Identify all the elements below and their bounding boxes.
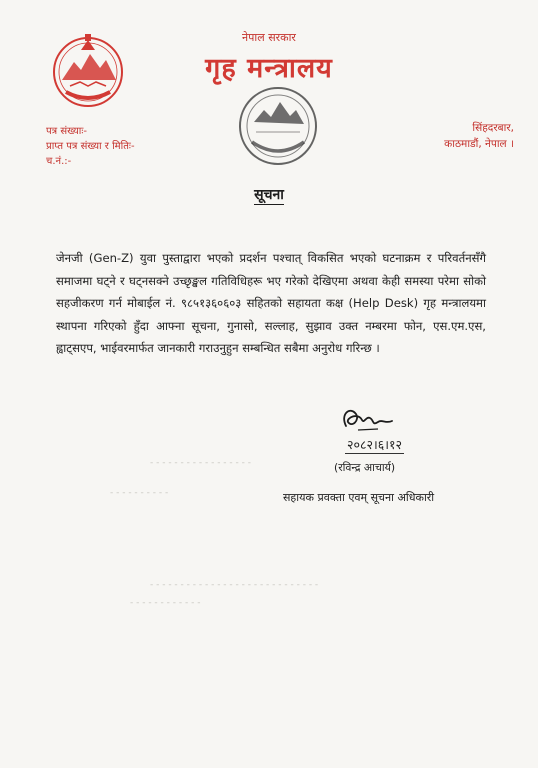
bleed-through-mark: - - - - - - - - - - - -: [130, 598, 201, 608]
dispatch-number-label: च.नं.:-: [46, 156, 72, 167]
notice-body: जेनजी (Gen-Z) युवा पुस्ताद्वारा भएको प्रदर्शन पश्चात् विकसित भएको घटनाक्रम र परिवर्तनसँगै समाजमा घट्ने र घट्नसक्ने उच्छृङ्खल गतिविधिहरू भए गरेको देखिएमा अथवा केही समस्या परेमा सोको सहजीकरण गर्न मोबाईल नं. ९८५१३६०६०३ सहितको सहायता कक्ष (Help Desk) गृह मन्त्रालयमा स्थापना गरिएको हुँदा आफ्ना सूचना, गुनासो, सल्लाह, सुझाव उक्त नम्बरमा फोन, एस.एम.एस, ह्वाट्सएप, भाईवरमार्फत जानकारी गराउनुहुन सम्बन्धित सबैमा अनुरोध गरिन्छ ।: [56, 251, 486, 355]
office-address: [444, 120, 514, 152]
ministry-title: गृह मन्त्रालय: [205, 53, 333, 84]
notice-title: [0, 184, 538, 204]
letter-number-label: पत्र संख्याः-: [46, 126, 88, 137]
office-seal-icon: [236, 84, 320, 168]
received-letter-label: प्राप्त पत्र संख्या र मितिः-: [46, 141, 135, 152]
signatory-name: (रविन्द्र आचार्य): [334, 461, 396, 474]
bleed-through-mark: - - - - - - - - - -: [110, 488, 169, 498]
address-line-2: काठमाडौं, नेपाल ।: [444, 138, 514, 150]
signature-scribble-icon: [338, 404, 412, 434]
bleed-through-mark: - - - - - - - - - - - - - - - - -: [150, 458, 251, 468]
bleed-through-mark: - - - - - - - - - - - - - - - - - - - - - - - - - - - -: [150, 580, 319, 590]
address-line-1: सिंहदरबार,: [472, 122, 514, 134]
signatory-designation: सहायक प्रवक्ता एवम् सूचना अधिकारी: [283, 491, 435, 504]
signature-date: २०८२।६।१२: [347, 437, 402, 452]
government-name: नेपाल सरकार: [242, 31, 296, 44]
notice-title-text: सूचना: [254, 187, 284, 203]
reference-block: [46, 124, 135, 169]
